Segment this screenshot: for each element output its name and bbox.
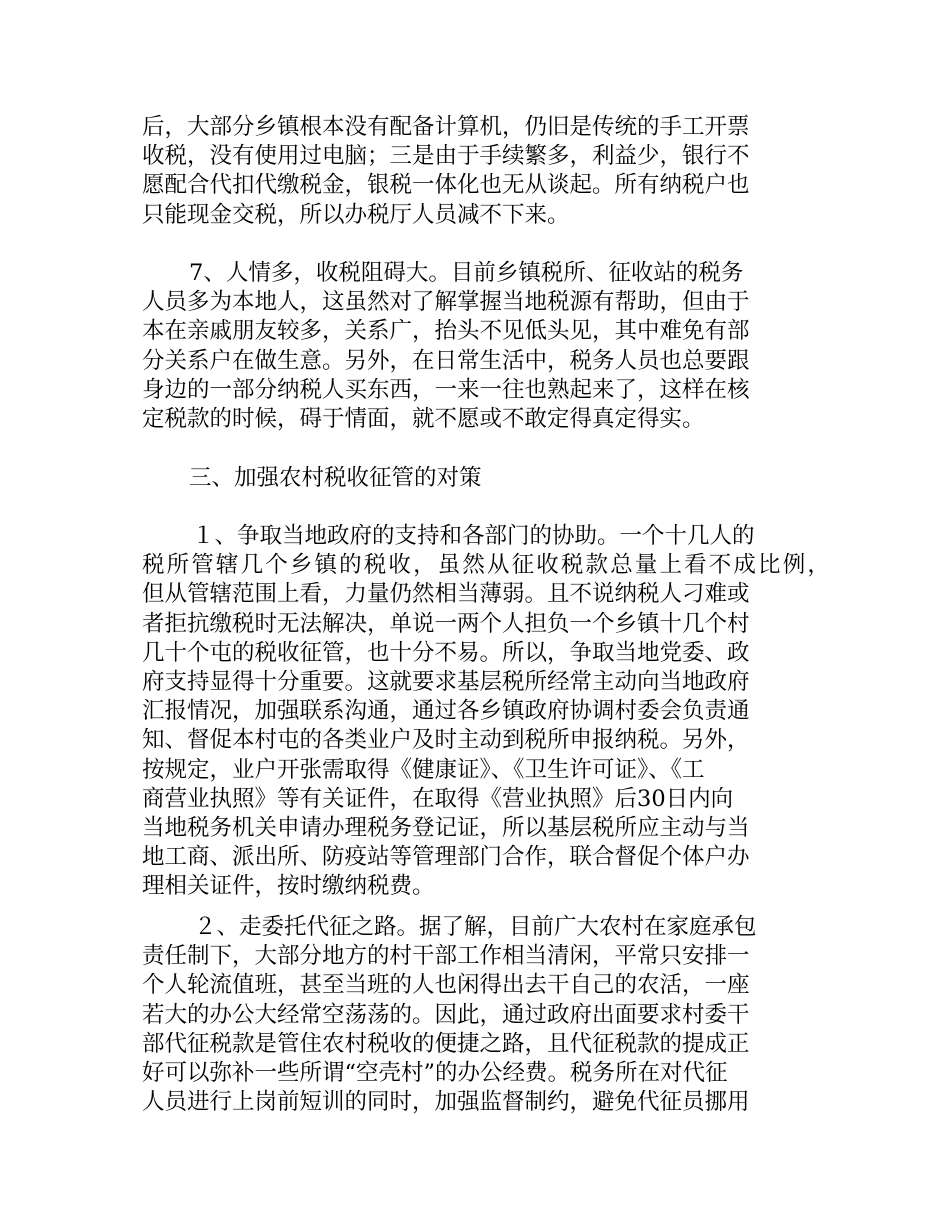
text-line: 地工商、派出所、防疫站等管理部门合作，联合督促个体户办: [142, 844, 750, 871]
text-line: 理相关证件，按时缴纳税费。: [142, 873, 435, 900]
text-line: 府支持显得十分重要。这就要求基层税所经常主动向当地政府: [142, 668, 750, 695]
text-line: 人员进行上岗前短训的同时，加强监督制约，避免代征员挪用: [142, 1089, 750, 1116]
text-line: 部代征税款是管住农村税收的便捷之路，且代征税款的提成正: [142, 1030, 750, 1057]
text-line: 定税款的时候，碍于情面，就不愿或不敢定得真定得实。: [142, 405, 705, 432]
text-line: 几十个屯的税收征管，也十分不易。所以，争取当地党委、政: [142, 639, 750, 666]
text-line: 者拒抗缴税时无法解决，单说一两个人担负一个乡镇十几个村: [142, 610, 750, 637]
text-line: 身边的一部分纳税人买东西，一来一往也熟起来了，这样在核: [142, 376, 750, 403]
text-line: 当地税务机关申请办理税务登记证，所以基层税所应主动与当: [142, 814, 750, 841]
text-line: 商营业执照》等有关证件，在取得《营业执照》后30日内向: [142, 785, 734, 812]
text-line: 好可以弥补一些所谓“空壳村”的办公经费。税务所在对代征: [142, 1059, 728, 1086]
text-line: 7、人情多，收税阻碍大。目前乡镇税所、征收站的税务: [189, 260, 744, 286]
text-line: 但从管辖范围上看，力量仍然相当薄弱。且不说纳税人刁难或: [142, 581, 750, 608]
text-line: 按规定，业户开张需取得《健康证》、《卫生许可证》、《工: [142, 756, 705, 783]
text-line: 只能现金交税，所以办税厅人员减不下来。: [142, 201, 570, 228]
text-line: 收税，没有使用过电脑；三是由于手续繁多，利益少，银行不: [142, 143, 750, 170]
section-heading: [142, 464, 832, 493]
paragraph-item-2: [142, 913, 832, 1117]
text-line: 责任制下，大部分地方的村干部工作相当清闲，平常只安排一: [142, 943, 750, 970]
paragraph-continuation: [142, 113, 832, 230]
text-line: 人员多为本地人，这虽然对了解掌握当地税源有帮助，但由于: [142, 289, 750, 316]
section-heading-text: 三、加强农村税收征管的对策: [189, 465, 482, 491]
text-line: 汇报情况，加强联系沟通，通过各乡镇政府协调村委会负责通: [142, 698, 750, 725]
text-line: 本在亲戚朋友较多，关系广，抬头不见低头见，其中难免有部: [142, 318, 750, 345]
text-line: 个人轮流值班，甚至当班的人也闲得出去干自己的农活，一座: [142, 972, 750, 999]
text-line: 税所管辖几个乡镇的税收，虽然从征收税款总量上看不成比例，: [142, 552, 832, 579]
text-line: 分关系户在做生意。另外，在日常生活中，税务人员也总要跟: [142, 347, 750, 374]
text-line: 知、督促本村屯的各类业户及时主动到税所申报纳税。另外，: [142, 727, 750, 754]
text-line: 后，大部分乡镇根本没有配备计算机，仍旧是传统的手工开票: [142, 114, 750, 140]
text-line: 愿配合代扣代缴税金，银税一体化也无从谈起。所有纳税户也: [142, 172, 750, 199]
paragraph-item-1: [142, 522, 832, 901]
text-line: 若大的办公大经常空荡荡的。因此，通过政府出面要求村委干: [142, 1001, 750, 1028]
text-line: １、争取当地政府的支持和各部门的协助。一个十几人的: [192, 523, 755, 549]
paragraph-item-7: [142, 259, 832, 434]
text-line: ２、走委托代征之路。据了解，目前广大农村在家庭承包: [194, 914, 757, 940]
